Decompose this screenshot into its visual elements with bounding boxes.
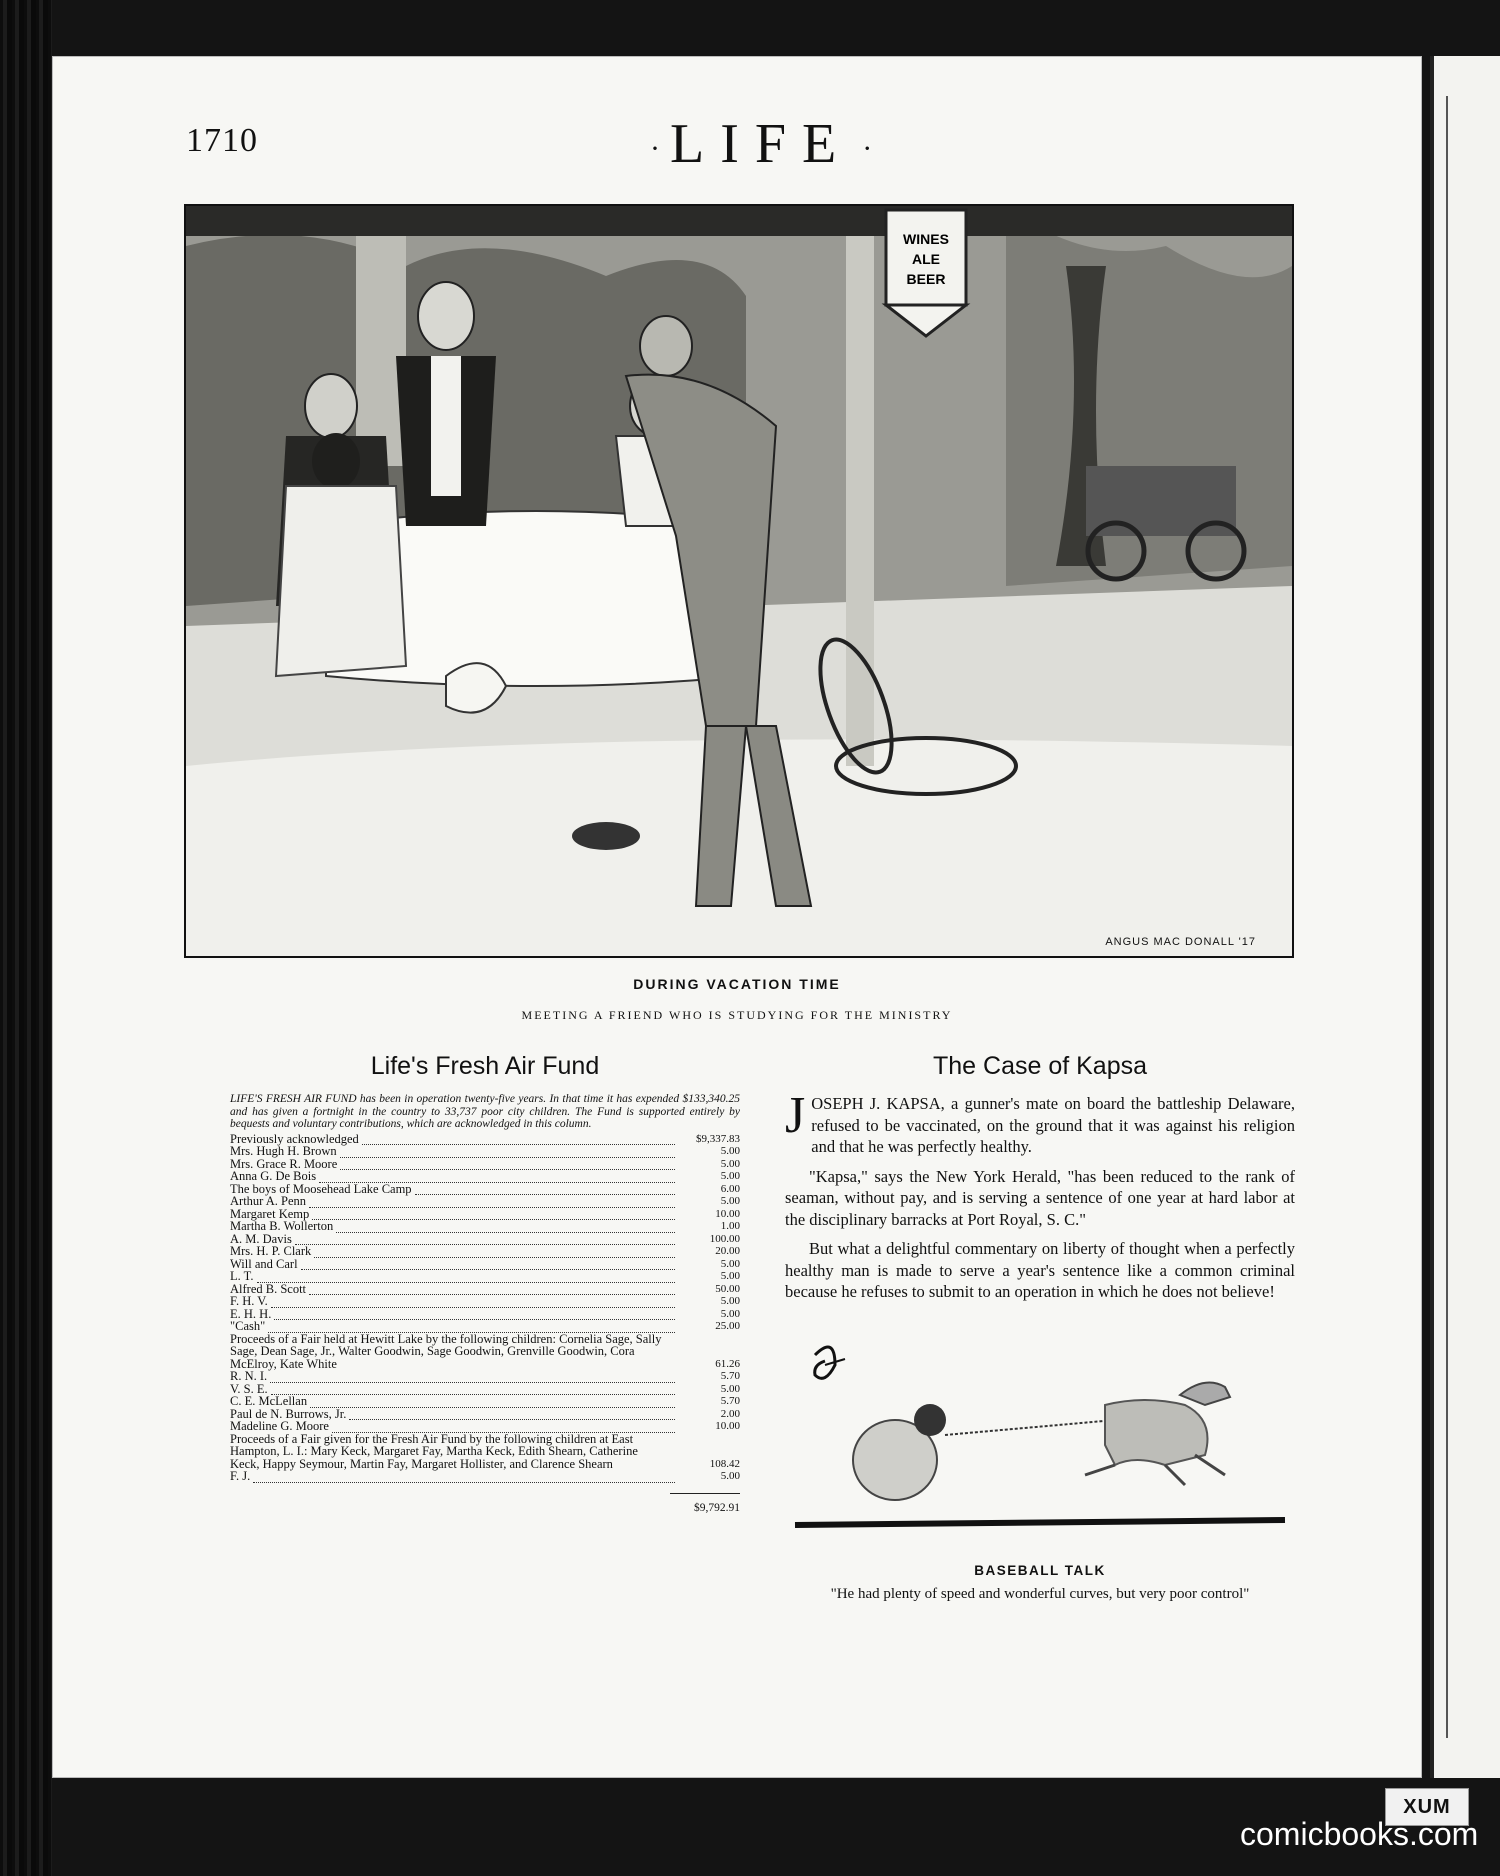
- masthead-dot-left: ·: [650, 132, 660, 166]
- contribution-amount: 2.00: [720, 1407, 740, 1420]
- leader-dots: [314, 1248, 675, 1258]
- contribution-amount: 5.00: [720, 1157, 740, 1170]
- leader-dots: [415, 1185, 675, 1195]
- scan-edge: [0, 0, 52, 1876]
- contribution-amount: 5.70: [720, 1395, 740, 1407]
- fund-entry: [230, 1370, 740, 1383]
- masthead-dot-right: ·: [862, 132, 873, 166]
- fund-entry: [230, 1170, 740, 1183]
- leader-dots: [268, 1323, 675, 1333]
- article-heading: The Case of Kapsa: [932, 1052, 1147, 1080]
- fund-entry: [230, 1145, 740, 1158]
- contributor-name: C. E. McLellan: [230, 1394, 308, 1408]
- leader-dots: [362, 1135, 675, 1145]
- watermark-badge: XUM: [1385, 1788, 1469, 1826]
- fund-entry: [230, 1195, 740, 1208]
- fresh-air-fund-column: [230, 1052, 740, 1514]
- contributor-name: Mrs. Grace R. Moore: [230, 1156, 338, 1171]
- contribution-amount: 5.00: [720, 1270, 740, 1282]
- contribution-amount: 5.00: [720, 1470, 740, 1482]
- contributor-name: Paul de N. Burrows, Jr.: [230, 1406, 347, 1421]
- fund-entry: [230, 1320, 740, 1333]
- leader-dots: [295, 1235, 675, 1245]
- contribution-amount: $9,337.83: [696, 1132, 740, 1145]
- fund-entry-fair: [230, 1433, 740, 1471]
- fair-description: Proceeds of a Fair given for the Fresh Air Fund by the following children at East Hampton, L. I.: Mary Keck, Margaret Fay, Martha Keck, Edith Shearn, Catherine Keck, Happy Seymour, Martin Fay, Margaret Hollister, and Clarence Shearn: [230, 1431, 638, 1471]
- watermark-site[interactable]: comicbooks.com: [1240, 1816, 1479, 1852]
- baseball-cartoon: [785, 1325, 1295, 1555]
- sign-line-3: BEER: [906, 271, 946, 287]
- leader-dots: [340, 1160, 675, 1170]
- fund-entry: [230, 1308, 740, 1321]
- fund-entry: [230, 1470, 740, 1483]
- fair-amount: 61.26: [715, 1357, 740, 1370]
- fair-description: Proceeds of a Fair held at Hewitt Lake by the following children: Cornelia Sage, Sally Sage, Dean Sage, Jr., Walter Goodwin, Sage Goodwin, Grenville Goodwin, Cora McElroy, Kate White: [230, 1331, 662, 1371]
- cartoon-caption: "He had plenty of speed and wonderful curves, but very poor control": [830, 1585, 1250, 1602]
- contribution-amount: 5.00: [720, 1257, 740, 1270]
- contributor-name: F. J.: [230, 1469, 251, 1483]
- leader-dots: [309, 1198, 675, 1208]
- contribution-amount: 1.00: [720, 1220, 740, 1232]
- contribution-amount: 5.00: [720, 1145, 740, 1157]
- sign-line-2: ALE: [912, 251, 940, 267]
- fund-entry: [230, 1245, 740, 1258]
- article-body: [785, 1087, 1295, 1303]
- leader-dots: [349, 1410, 675, 1420]
- leader-dots: [340, 1148, 675, 1158]
- contributor-name: Previously acknowledged: [230, 1131, 359, 1146]
- leader-dots: [310, 1398, 675, 1408]
- contributor-name: "Cash": [230, 1319, 266, 1333]
- fund-entry-fair: [230, 1333, 740, 1371]
- contributor-name: The boys of Moosehead Lake Camp: [230, 1181, 412, 1196]
- contributor-name: Mrs. H. P. Clark: [230, 1244, 312, 1258]
- leader-dots: [312, 1210, 675, 1220]
- fund-entry: [230, 1258, 740, 1271]
- leader-dots: [271, 1385, 675, 1395]
- contribution-amount: 50.00: [715, 1282, 740, 1295]
- masthead-title: LIFE: [670, 113, 853, 175]
- contribution-amount: 10.00: [715, 1207, 740, 1220]
- fund-entry: [230, 1183, 740, 1196]
- contribution-amount: 6.00: [720, 1182, 740, 1195]
- page-number: 1710: [186, 122, 258, 159]
- article-paragraph-2: "Kapsa," says the New York Herald, "has been reduced to the rank of seaman, without pay, and is serving a sentence of one year at hard labor at the disciplinary barracks at Port Royal, S. C.": [785, 1166, 1295, 1229]
- contributor-name: Anna G. De Bois: [230, 1169, 317, 1183]
- leader-dots: [271, 1298, 675, 1308]
- fund-entry: [230, 1283, 740, 1296]
- contribution-amount: 100.00: [709, 1232, 740, 1245]
- contribution-amount: 5.70: [720, 1370, 740, 1382]
- drop-cap: J: [785, 1087, 806, 1144]
- fund-intro: LIFE'S FRESH AIR FUND has been in operation twenty-five years. In that time it has expended $133,340.25 and has given a fortnight in the country to 33,737 poor city children. The Fund is supported entirely by bequests and voluntary contributions, which are acknowledged in this column.: [230, 1093, 740, 1130]
- leader-dots: [319, 1173, 675, 1183]
- leader-dots: [270, 1373, 675, 1383]
- vacation-illustration: [184, 204, 1294, 958]
- fund-heading: Life's Fresh Air Fund: [370, 1052, 600, 1080]
- cartoon-title: BASEBALL TALK: [974, 1562, 1106, 1578]
- fund-entry: [230, 1220, 740, 1233]
- contributor-name: Will and Carl: [230, 1256, 298, 1271]
- fund-contributions-list: [230, 1133, 740, 1483]
- contribution-amount: 20.00: [715, 1245, 740, 1257]
- contribution-amount: 5.00: [720, 1382, 740, 1395]
- sign-line-1: WINES: [903, 231, 949, 247]
- contributor-name: Madeline G. Moore: [230, 1419, 329, 1433]
- masthead: [640, 112, 882, 176]
- contribution-amount: 5.00: [720, 1170, 740, 1182]
- illustration-title: DURING VACATION TIME: [633, 976, 841, 992]
- leader-dots: [309, 1285, 675, 1295]
- contributor-name: L. T.: [230, 1269, 254, 1283]
- contributor-name: Alfred B. Scott: [230, 1281, 307, 1296]
- leader-dots: [253, 1473, 675, 1483]
- fair-amount: 108.42: [709, 1457, 740, 1470]
- fund-entry: [230, 1420, 740, 1433]
- leader-dots: [301, 1260, 675, 1270]
- cartoon-drawing: [785, 1325, 1295, 1555]
- fund-entry: [230, 1295, 740, 1308]
- contributor-name: Arthur A. Penn: [230, 1194, 307, 1208]
- contributor-name: E. H. H.: [230, 1306, 272, 1321]
- fund-total: $9,792.91: [694, 1501, 740, 1514]
- contributor-name: Martha B. Wollerton: [230, 1219, 334, 1233]
- contributor-name: V. S. E.: [230, 1381, 268, 1396]
- contributor-name: F. H. V.: [230, 1294, 268, 1308]
- kapsa-column: [785, 1052, 1295, 1604]
- fund-entry: [230, 1270, 740, 1283]
- contributor-name: A. M. Davis: [230, 1231, 292, 1246]
- article-paragraph: [785, 1087, 1295, 1158]
- illustration-subtitle: MEETING A FRIEND WHO IS STUDYING FOR THE MINISTRY: [521, 1008, 953, 1022]
- contribution-amount: 25.00: [715, 1320, 740, 1332]
- contributor-name: R. N. I.: [230, 1369, 268, 1383]
- adjacent-page-edge: [1430, 56, 1500, 1778]
- leader-dots: [257, 1273, 676, 1283]
- leader-dots: [332, 1423, 675, 1433]
- illustration-drawing: [186, 206, 1292, 956]
- contribution-amount: 5.00: [720, 1307, 740, 1320]
- article-paragraph-3: But what a delightful commentary on liberty of thought when a perfectly healthy man is made to serve a year's sentence like a common criminal because he refuses to submit to an operation in which he does not believe!: [785, 1239, 1295, 1301]
- article-paragraph-1-text: OSEPH J. KAPSA, a gunner's mate on board the battleship Delaware, refused to be vaccinated, on the ground that it was against his religion and that he was perfectly healthy.: [811, 1094, 1295, 1156]
- contribution-amount: 5.00: [720, 1195, 740, 1207]
- artist-signature: ANGUS MAC DONALL '17: [1105, 936, 1256, 948]
- contribution-amount: 5.00: [720, 1295, 740, 1307]
- leader-dots: [336, 1223, 675, 1233]
- contribution-amount: 10.00: [715, 1420, 740, 1432]
- leader-dots: [274, 1310, 675, 1320]
- fund-entry: [230, 1395, 740, 1408]
- contributor-name: Margaret Kemp: [230, 1206, 310, 1221]
- contributor-name: Mrs. Hugh H. Brown: [230, 1144, 337, 1158]
